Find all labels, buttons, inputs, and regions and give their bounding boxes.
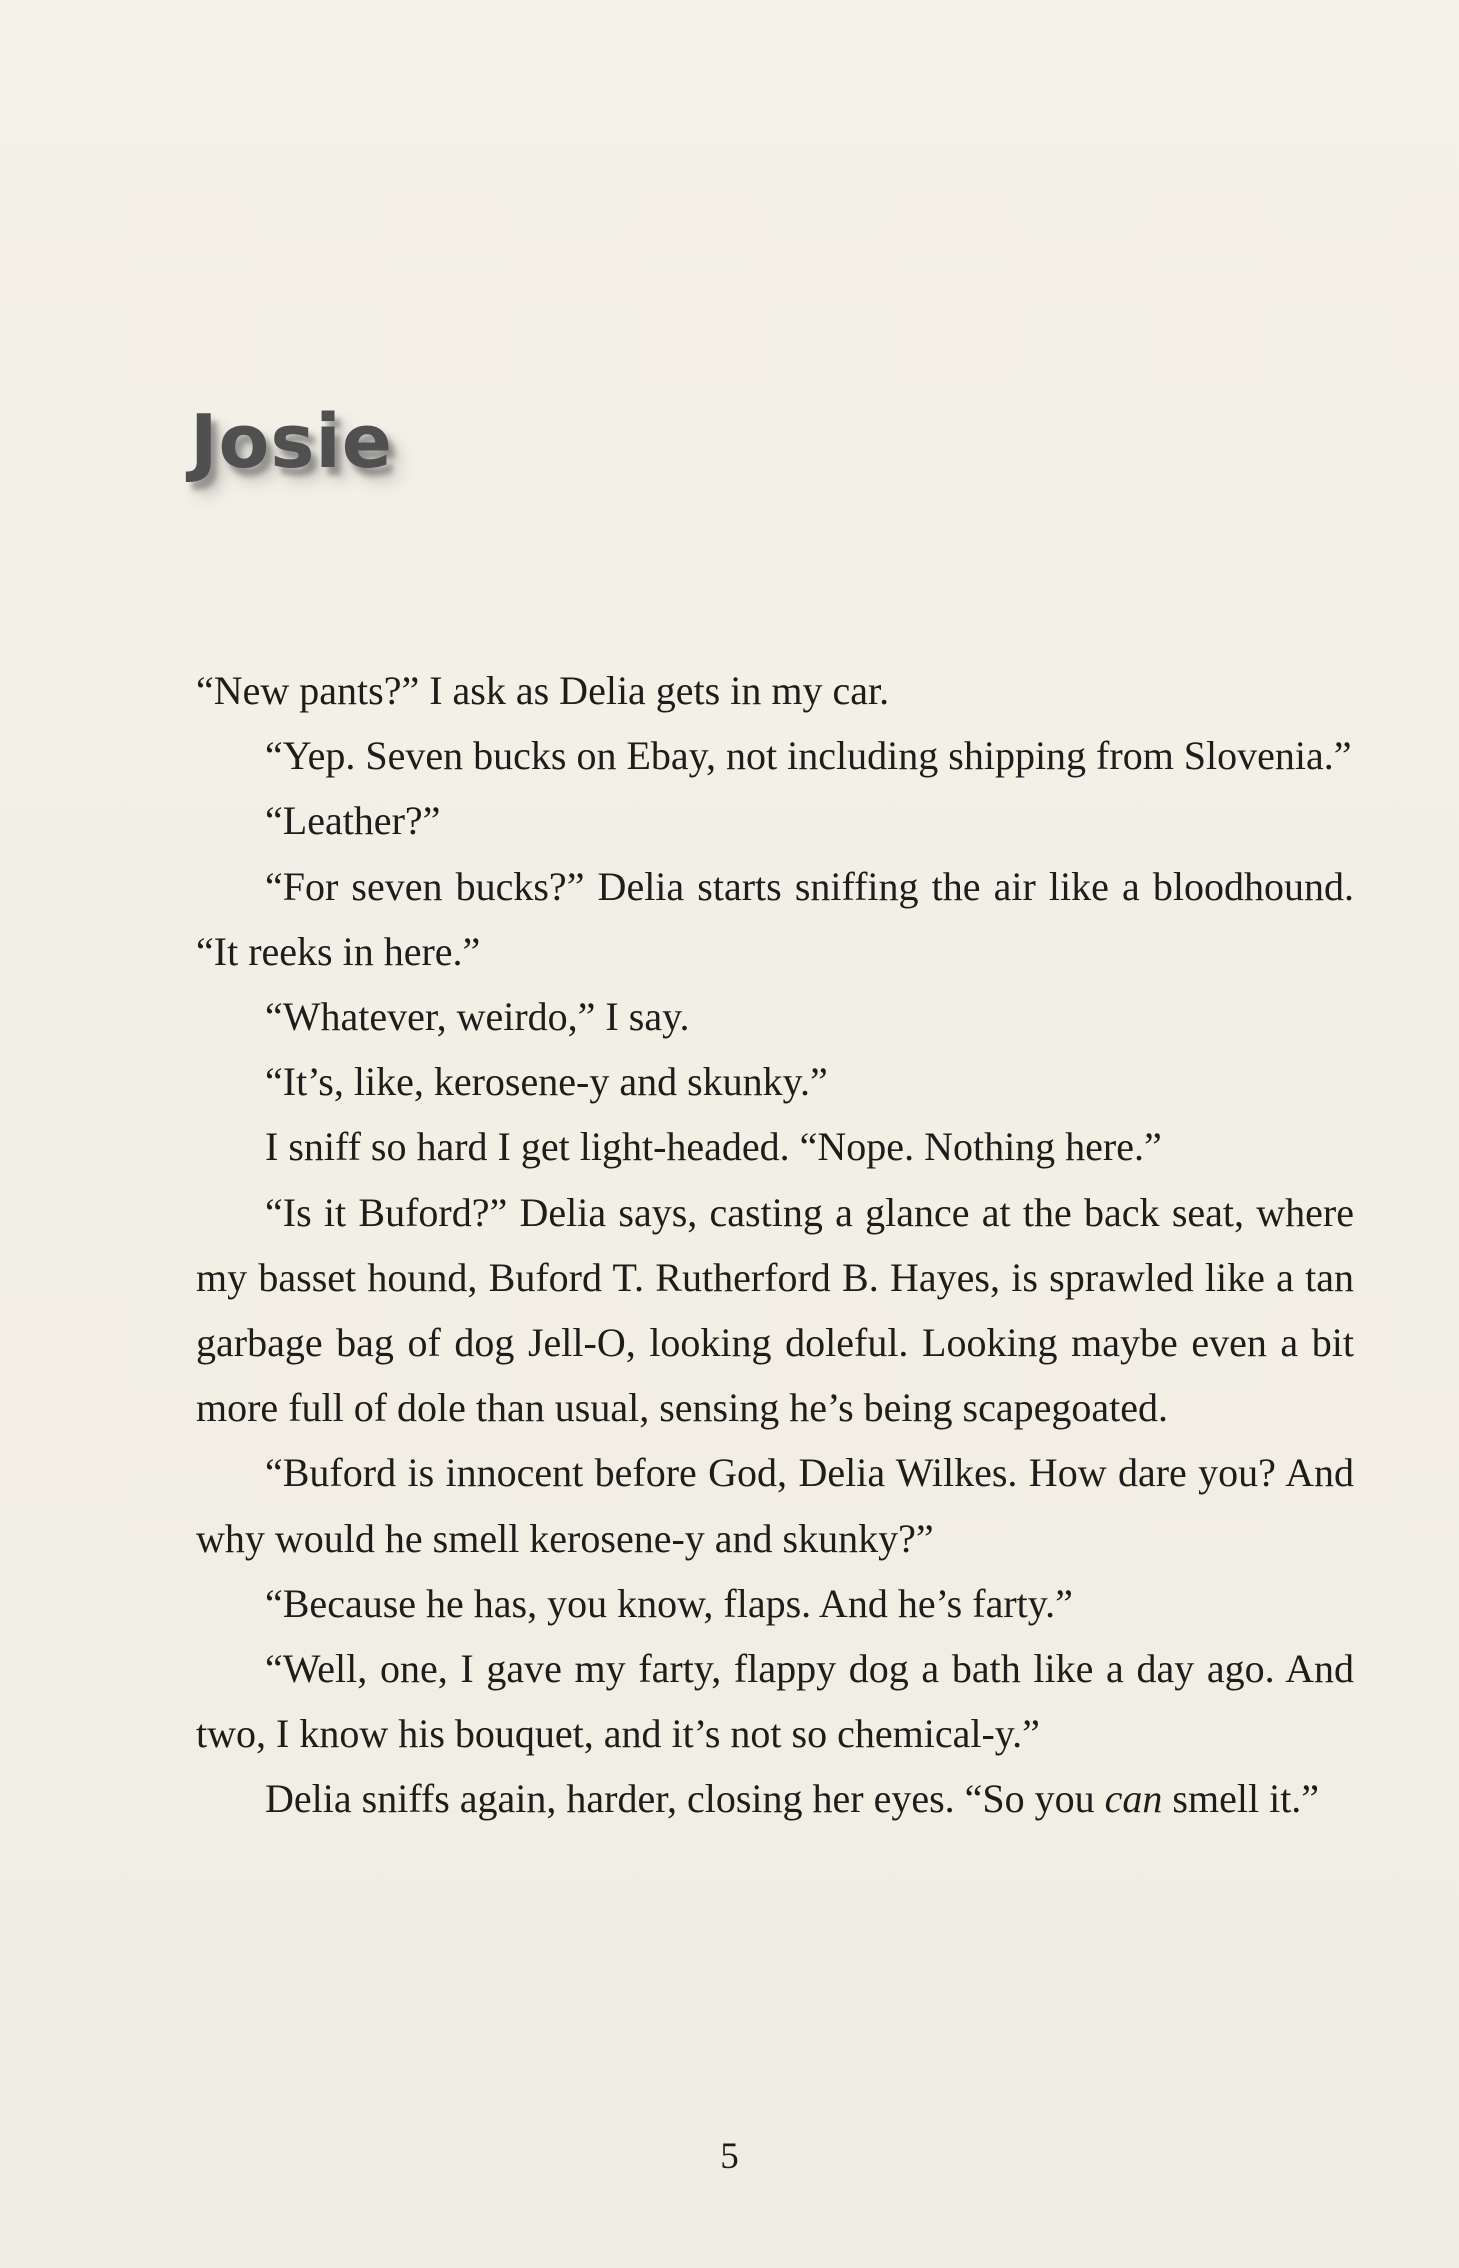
paragraph-text: Delia sniffs again, harder, closing her eyes. “So you — [265, 1776, 1105, 1822]
paragraph: “For seven bucks?” Delia starts sniffing the air like a bloodhound. “It reeks in here.” — [196, 863, 1354, 974]
paragraph: “Leather?” — [265, 798, 441, 844]
paragraph: “Yep. Seven bucks on Ebay, not including shipping from Slovenia.” — [265, 733, 1352, 779]
page-number: 5 — [720, 2136, 739, 2177]
paragraph: “Is it Buford?” Delia says, casting a glance at the back seat, where my basset hound, Buford T. Rutherford B. Hayes, is sprawled like a tan garbage bag of dog Jell-O, looking doleful. Looking maybe even a bit more full of dole than usual, sensing he’s being scapegoated. — [196, 1189, 1354, 1431]
paragraph — [196, 1766, 1354, 1831]
paragraph: “Whatever, weirdo,” I say. — [265, 994, 690, 1040]
paragraph: “New pants?” I ask as Delia gets in my car. — [196, 668, 890, 713]
paragraph: “Because he has, you know, flaps. And he’s farty.” — [265, 1580, 1073, 1626]
chapter-body — [196, 658, 1354, 1832]
paragraph: “Well, one, I gave my farty, flappy dog a bath like a day ago. And two, I know his bouquet, and it’s not so chemical-y.” — [196, 1646, 1354, 1757]
chapter-title: Josie — [190, 399, 393, 485]
paragraph: I sniff so hard I get light-headed. “Nope. Nothing here.” — [265, 1124, 1162, 1170]
paragraph: “Buford is innocent before God, Delia Wilkes. How dare you? And why would he smell kerosene-y and skunky?” — [196, 1450, 1354, 1561]
paragraph-text: smell it.” — [1162, 1776, 1320, 1822]
paragraph: “It’s, like, kerosene-y and skunky.” — [265, 1059, 828, 1105]
emphasized-word: can — [1104, 1776, 1163, 1822]
